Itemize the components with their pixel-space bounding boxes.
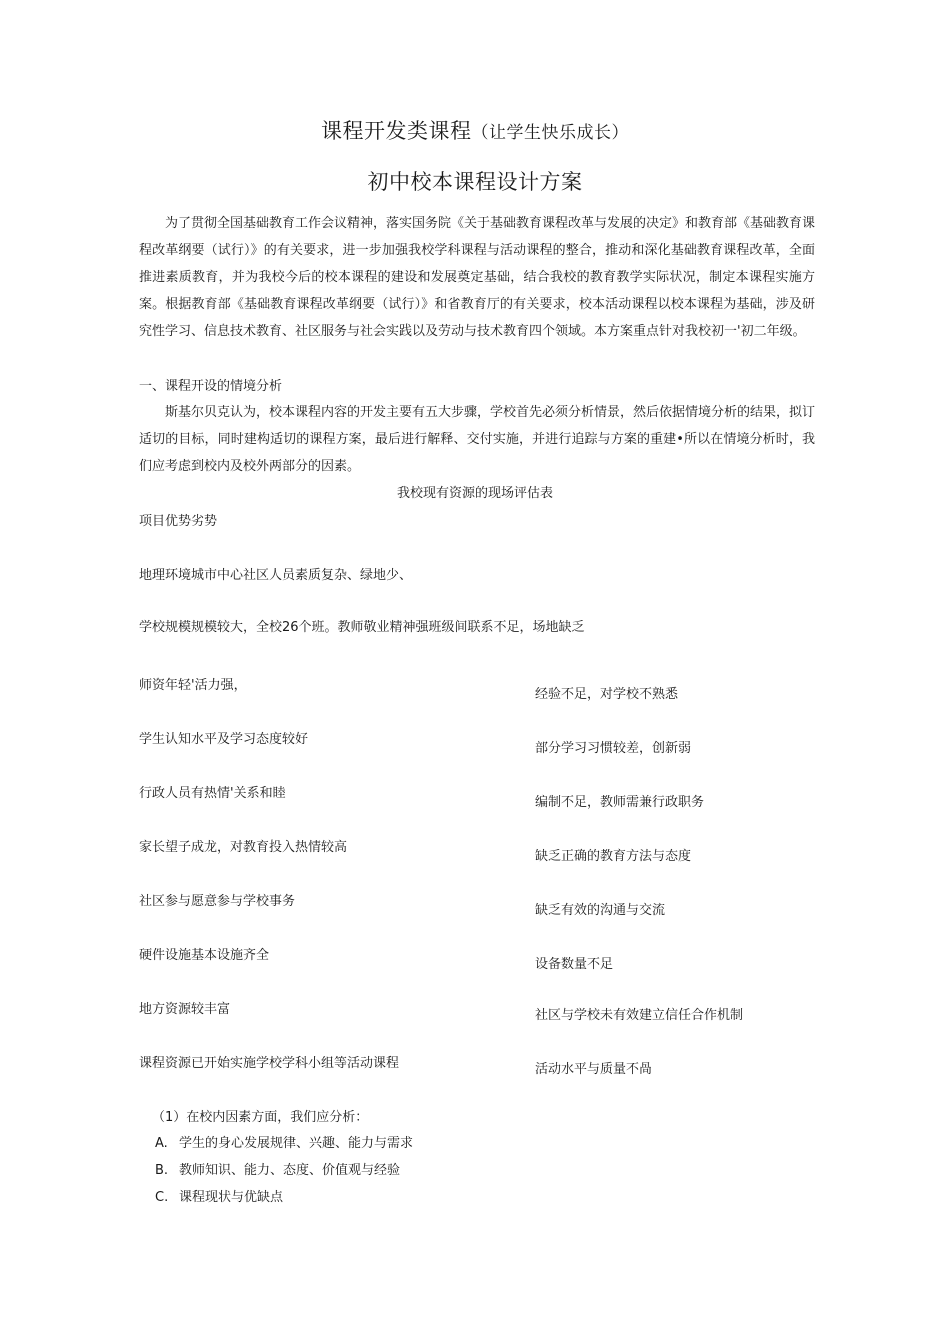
table-row-left: 师资年轻'活力强， xyxy=(139,678,247,693)
section-heading: 一、课程开设的情境分析 xyxy=(139,379,283,394)
table-row-left: 学生认知水平及学习态度较好 xyxy=(139,732,309,747)
table-row-geo: 地理环境城市中心社区人员素质复杂、绿地少、 xyxy=(139,568,413,583)
table-row-right: 活动水平与质量不咼 xyxy=(535,1062,653,1077)
table-row-scale: 学校规模规模较大，全校26个班。教师敬业精神强班级间联系不足，场地缺乏 xyxy=(139,620,585,635)
table-row-right: 部分学习习惯较差，创新弱 xyxy=(535,741,692,756)
analysis-item xyxy=(155,1188,283,1208)
table-row-left: 社区参与愿意参与学校事务 xyxy=(139,894,296,909)
document-subtitle: 初中校本课程设计方案 xyxy=(367,170,583,194)
table-title: 我校现有资源的现场评估表 xyxy=(396,486,553,501)
document-title-main: 课程开发类课程 xyxy=(321,119,472,143)
list-item-text: 学生的身心发展规律、兴趣、能力与需求 xyxy=(179,1136,414,1151)
section-paragraph: 斯基尔贝克认为，校本课程内容的开发主要有五大步骤，学校首先必须分析情景，然后依据情境分析的结果，拟订适切的目标，同时建构适切的课程方案，最后进行解释、交付实施，并进行追踪与方案的重建•所以在情境分析时，我们应考虑到校内及校外两部分的因素。 xyxy=(139,405,816,474)
list-item-text: 课程现状与优缺点 xyxy=(179,1190,284,1205)
table-row-left: 家长望子成龙，对教育投入热情较高 xyxy=(139,840,348,855)
table-row-right: 经验不足，对学校不熟悉 xyxy=(535,687,679,702)
table-row-left: 硬件设施基本设施齐全 xyxy=(139,948,270,963)
table-row-left: 地方资源较丰富 xyxy=(139,1002,231,1017)
document-title xyxy=(0,116,950,148)
list-item-text: 教师知识、能力、态度、价值观与经验 xyxy=(179,1163,401,1178)
analysis-item xyxy=(155,1161,400,1181)
table-row-left: 课程资源已开始实施学校学科小组等活动课程 xyxy=(139,1056,400,1071)
analysis-item xyxy=(155,1134,413,1154)
list-marker: B. xyxy=(155,1163,169,1178)
analysis-intro: （1）在校内因素方面，我们应分析： xyxy=(152,1110,369,1125)
table-row-left: 行政人员有热情'关系和睦 xyxy=(139,786,286,801)
list-marker: C. xyxy=(155,1190,169,1205)
table-row-right: 设备数量不足 xyxy=(535,957,614,972)
table-row-right: 编制不足，教师需兼行政职务 xyxy=(535,795,705,810)
list-marker: A. xyxy=(155,1136,168,1151)
table-row-right: 缺乏有效的沟通与交流 xyxy=(535,903,666,918)
table-row-right: 缺乏正确的教育方法与态度 xyxy=(535,849,692,864)
intro-paragraph: 为了贯彻全国基础教育工作会议精神，落实国务院《关于基础教育课程改革与发展的决定》和教育部《基础教育课程改革纲要（试行）》的有关要求，进一步加强我校学科课程与活动课程的整合，推动和深化基础教育课程改革，全面推进素质教育，并为我校今后的校本课程的建设和发展奠定基础，结合我校的教育教学实际状况，制定本课程实施方案。根据教育部《基础教育课程改革纲要（试行）》和省教育厅的有关要求，校本活动课程以校本课程为基础，涉及研究性学习、信息技术教育、社区服务与社会实践以及劳动与技术教育四个领域。本方案重点针对我校初一'初二年级。 xyxy=(139,216,816,339)
document-title-paren: （让学生快乐成长） xyxy=(471,123,629,143)
table-header: 项目优势劣势 xyxy=(139,514,218,529)
table-row-right: 社区与学校未有效建立信任合作机制 xyxy=(535,1008,744,1023)
